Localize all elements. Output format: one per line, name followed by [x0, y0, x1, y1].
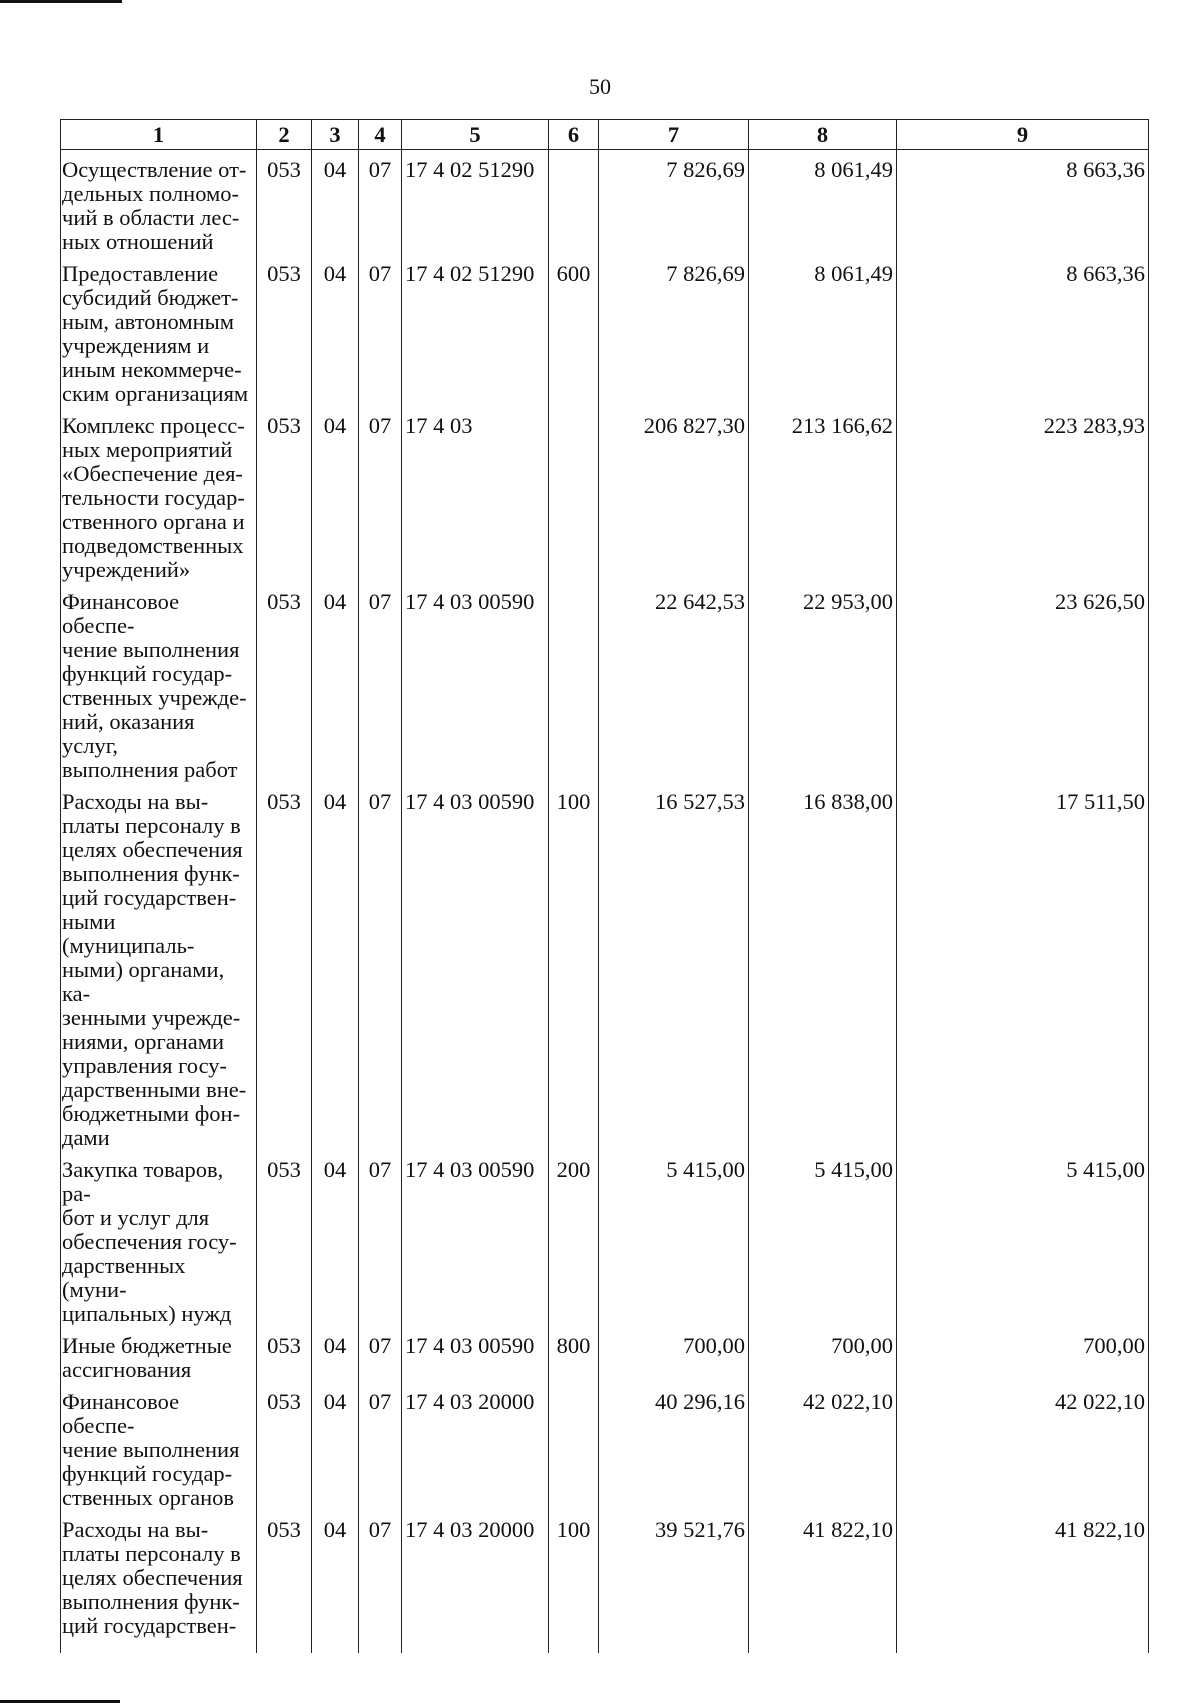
row-name-cell: Осуществление от- дельных полномо- чий в области лес- ных отношений — [61, 150, 257, 255]
scan-edge-bottom-rule — [0, 1700, 120, 1703]
row-section-cell: 04 — [312, 1382, 359, 1510]
row-target-article-cell: 17 4 03 00590 — [402, 782, 549, 1150]
header-row — [61, 120, 1149, 150]
row-target-article-cell: 17 4 03 — [402, 406, 549, 582]
table-row — [61, 1326, 1149, 1382]
row-expense-type-cell: 800 — [549, 1326, 599, 1382]
row-amount-col7-cell: 5 415,00 — [599, 1150, 749, 1326]
row-code-admin-cell: 053 — [257, 1326, 312, 1382]
row-expense-type-cell: 600 — [549, 254, 599, 406]
row-amount-col8-cell: 22 953,00 — [749, 582, 897, 782]
table-row — [61, 150, 1149, 255]
header-col-3: 3 — [312, 120, 359, 150]
row-amount-col9-cell: 8 663,36 — [897, 150, 1149, 255]
row-amount-col8-cell: 213 166,62 — [749, 406, 897, 582]
row-section-cell: 04 — [312, 1326, 359, 1382]
row-subsection-cell: 07 — [359, 782, 402, 1150]
row-code-admin-cell: 053 — [257, 782, 312, 1150]
table-row — [61, 1150, 1149, 1326]
row-amount-col8-cell: 8 061,49 — [749, 254, 897, 406]
header-col-8: 8 — [749, 120, 897, 150]
row-code-admin-cell: 053 — [257, 1382, 312, 1510]
row-code-admin-cell: 053 — [257, 406, 312, 582]
page-number: 50 — [589, 74, 611, 99]
row-name-cell: Расходы на вы- платы персоналу в целях обеспечения выполнения функ- ций государствен- — [61, 1510, 257, 1653]
row-section-cell: 04 — [312, 254, 359, 406]
row-expense-type-cell — [549, 406, 599, 582]
row-expense-type-cell — [549, 150, 599, 255]
row-subsection-cell: 07 — [359, 1382, 402, 1510]
row-name-cell: Комплекс процесс- ных мероприятий «Обеспечение дея- тельности государ- ственного органа и подведомственных учреждений» — [61, 406, 257, 582]
row-target-article-cell: 17 4 02 51290 — [402, 254, 549, 406]
header-col-5: 5 — [402, 120, 549, 150]
header-col-7: 7 — [599, 120, 749, 150]
row-amount-col8-cell: 42 022,10 — [749, 1382, 897, 1510]
row-name-cell: Иные бюджетные ассигнования — [61, 1326, 257, 1382]
header-col-6: 6 — [549, 120, 599, 150]
row-section-cell: 04 — [312, 406, 359, 582]
row-amount-col9-cell: 42 022,10 — [897, 1382, 1149, 1510]
row-amount-col8-cell: 8 061,49 — [749, 150, 897, 255]
row-name-cell: Финансовое обеспе- чение выполнения функций государ- ственных органов — [61, 1382, 257, 1510]
row-section-cell: 04 — [312, 782, 359, 1150]
row-subsection-cell: 07 — [359, 1326, 402, 1382]
row-expense-type-cell — [549, 582, 599, 782]
row-code-admin-cell: 053 — [257, 150, 312, 255]
row-expense-type-cell: 100 — [549, 1510, 599, 1653]
row-section-cell: 04 — [312, 1150, 359, 1326]
row-amount-col7-cell: 39 521,76 — [599, 1510, 749, 1653]
row-amount-col7-cell: 206 827,30 — [599, 406, 749, 582]
row-amount-col9-cell: 41 822,10 — [897, 1510, 1149, 1653]
row-target-article-cell: 17 4 03 00590 — [402, 1326, 549, 1382]
budget-table — [60, 119, 1149, 1653]
table-row — [61, 254, 1149, 406]
row-amount-col9-cell: 700,00 — [897, 1326, 1149, 1382]
row-subsection-cell: 07 — [359, 254, 402, 406]
row-amount-col8-cell: 16 838,00 — [749, 782, 897, 1150]
row-amount-col7-cell: 16 527,53 — [599, 782, 749, 1150]
table-row — [61, 406, 1149, 582]
row-subsection-cell: 07 — [359, 1510, 402, 1653]
table-row — [61, 1382, 1149, 1510]
table-row — [61, 582, 1149, 782]
row-code-admin-cell: 053 — [257, 1150, 312, 1326]
row-amount-col7-cell: 700,00 — [599, 1326, 749, 1382]
header-col-4: 4 — [359, 120, 402, 150]
row-subsection-cell: 07 — [359, 582, 402, 782]
row-name-cell: Предоставление субсидий бюджет- ным, автономным учреждениям и иным некоммерче- ским организациям — [61, 254, 257, 406]
row-code-admin-cell: 053 — [257, 254, 312, 406]
row-amount-col8-cell: 41 822,10 — [749, 1510, 897, 1653]
row-name-cell: Расходы на вы- платы персоналу в целях обеспечения выполнения функ- ций государствен- ными (муниципаль- ными) органами, ка- зенными учрежде- ниями, органами управления госу- дарственными вне- бюджетными фон- дами — [61, 782, 257, 1150]
header-col-1: 1 — [61, 120, 257, 150]
row-code-admin-cell: 053 — [257, 1510, 312, 1653]
row-section-cell: 04 — [312, 582, 359, 782]
row-amount-col9-cell: 8 663,36 — [897, 254, 1149, 406]
row-expense-type-cell — [549, 1382, 599, 1510]
row-amount-col7-cell: 40 296,16 — [599, 1382, 749, 1510]
row-code-admin-cell: 053 — [257, 582, 312, 782]
row-section-cell: 04 — [312, 150, 359, 255]
row-amount-col7-cell: 7 826,69 — [599, 150, 749, 255]
row-amount-col7-cell: 22 642,53 — [599, 582, 749, 782]
header-col-2: 2 — [257, 120, 312, 150]
row-amount-col7-cell: 7 826,69 — [599, 254, 749, 406]
row-subsection-cell: 07 — [359, 1150, 402, 1326]
scan-edge-top-rule — [0, 0, 122, 3]
header-col-9: 9 — [897, 120, 1149, 150]
table-row — [61, 1510, 1149, 1653]
row-amount-col8-cell: 700,00 — [749, 1326, 897, 1382]
row-name-cell: Закупка товаров, ра- бот и услуг для обеспечения госу- дарственных (муни- ципальных) нужд — [61, 1150, 257, 1326]
row-target-article-cell: 17 4 03 00590 — [402, 1150, 549, 1326]
row-amount-col9-cell: 23 626,50 — [897, 582, 1149, 782]
row-amount-col9-cell: 5 415,00 — [897, 1150, 1149, 1326]
row-section-cell: 04 — [312, 1510, 359, 1653]
row-subsection-cell: 07 — [359, 150, 402, 255]
row-amount-col8-cell: 5 415,00 — [749, 1150, 897, 1326]
row-target-article-cell: 17 4 03 20000 — [402, 1510, 549, 1653]
row-subsection-cell: 07 — [359, 406, 402, 582]
row-expense-type-cell: 200 — [549, 1150, 599, 1326]
row-expense-type-cell: 100 — [549, 782, 599, 1150]
row-target-article-cell: 17 4 03 00590 — [402, 582, 549, 782]
table-body — [61, 150, 1149, 1654]
row-target-article-cell: 17 4 02 51290 — [402, 150, 549, 255]
row-name-cell: Финансовое обеспе- чение выполнения функций государ- ственных учрежде- ний, оказания услуг, выполнения работ — [61, 582, 257, 782]
row-amount-col9-cell: 223 283,93 — [897, 406, 1149, 582]
row-target-article-cell: 17 4 03 20000 — [402, 1382, 549, 1510]
table-row — [61, 782, 1149, 1150]
row-amount-col9-cell: 17 511,50 — [897, 782, 1149, 1150]
